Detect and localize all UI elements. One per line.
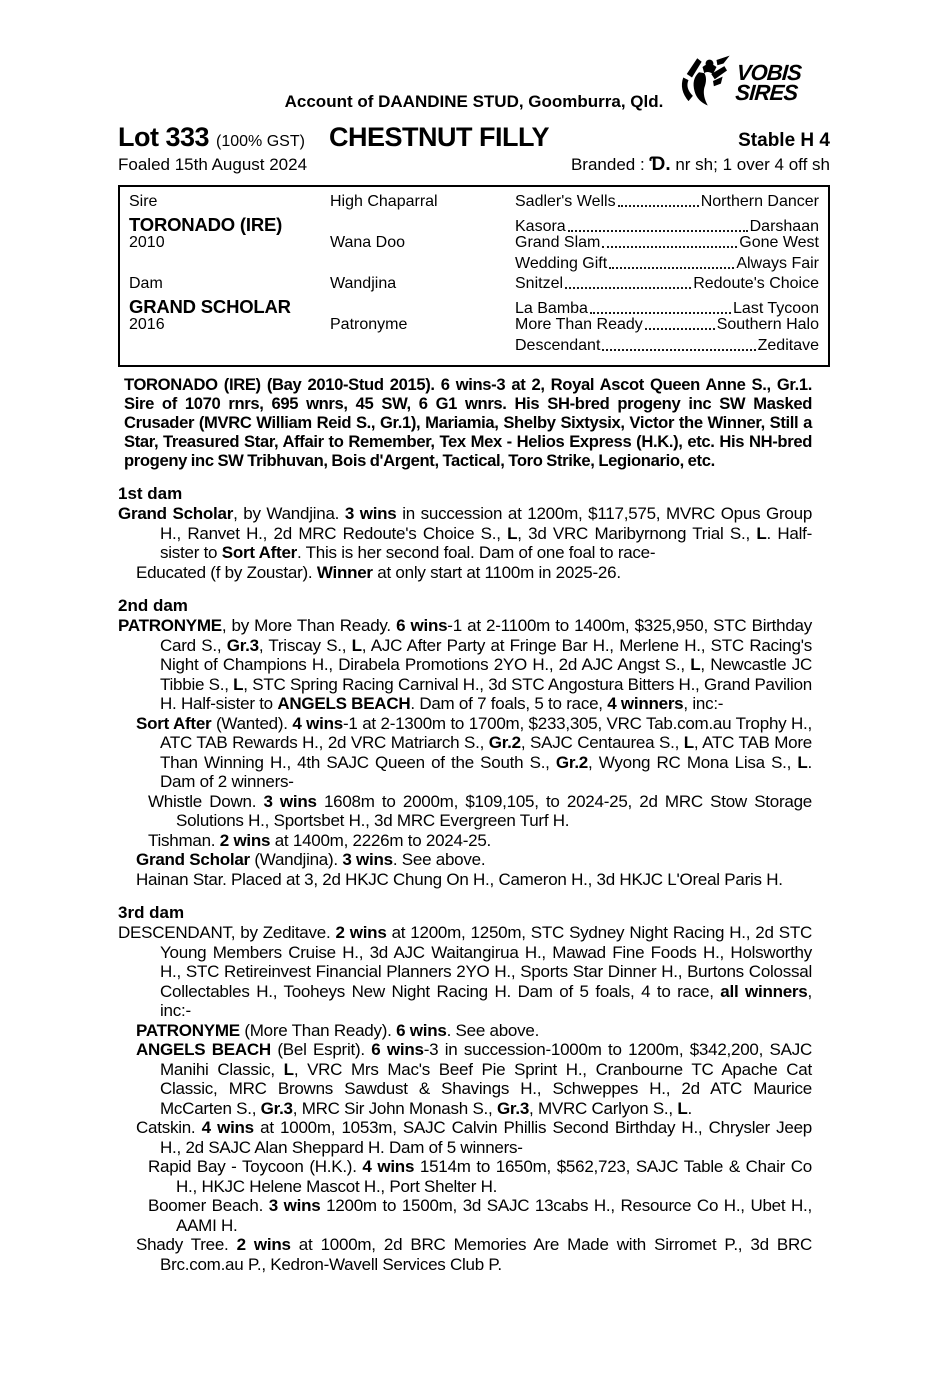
- text-run: Rapid Bay - Toycoon (H.K.).: [148, 1157, 363, 1176]
- dotted-leader: [600, 234, 739, 252]
- pedigree-paragraph: [118, 616, 812, 714]
- pedigree-name-col1: TORONADO (IRE): [129, 213, 283, 235]
- ancestor-left: Snitzel: [515, 275, 564, 292]
- pedigree-row: [129, 316, 819, 337]
- account-line: Account of DAANDINE STUD, Goomburra, Qld.: [284, 92, 664, 111]
- ancestor-left: Descendant: [515, 336, 601, 354]
- branded-prefix: Branded :: [570, 155, 650, 174]
- bold-run: 4 winners: [607, 694, 684, 713]
- bold-run: ANGELS BEACH: [277, 694, 411, 713]
- text-run: , MVRC Carlyon S.,: [529, 1098, 678, 1118]
- dotted-leader: [563, 275, 693, 293]
- bold-run: Grand Scholar: [136, 850, 250, 869]
- ancestor-left: Grand Slam: [515, 234, 601, 251]
- text-run: -3 in succession-1000m to 1200m, $342,200, SAJC Manihi Classic,: [160, 1040, 812, 1079]
- pedigree-row: [129, 296, 819, 317]
- pedigree-paragraph: [136, 562, 812, 583]
- pedigree-paragraph: [136, 869, 812, 890]
- text-run: Shady Tree.: [136, 1235, 237, 1254]
- lot-header-row: [118, 122, 830, 153]
- text-run: in succession at 1200m, $117,575, MVRC Opus Group H., Ranvet H., 2d MRC Redoute's Choice S.,: [160, 504, 813, 543]
- ancestor-right: Always Fair: [736, 254, 819, 272]
- bold-run: L: [507, 523, 518, 543]
- pedigree-ancestor-pair: [515, 234, 819, 252]
- dotted-leader: [616, 193, 701, 211]
- section-heading: 1st dam: [118, 484, 183, 503]
- bold-run: 2 wins: [219, 830, 271, 850]
- text-run: , 3d VRC Maribyrnong Trial S.,: [517, 523, 757, 543]
- text-run: 1608m to 2000m, $109,105, to 2024-25, 2d MRC Stow Storage Solutions H., Sportsbet H., 3d MRC Evergreen Turf H.: [176, 791, 812, 830]
- text-run: , AJC After Party at Fringe Bar H., Merlene H., STC Racing's Night of Champions H., Dirabela Promotions 2YO H., 2d AJC Angst S.,: [160, 635, 812, 674]
- branded-suffix: nr sh; 1 over 4 off sh: [670, 155, 830, 174]
- pedigree-row: [129, 193, 819, 214]
- pedigree-name-col2: Wana Doo: [330, 234, 405, 251]
- bold-run: Grand Scholar: [118, 504, 234, 523]
- pedigree-name-col2: High Chaparral: [330, 193, 438, 210]
- text-run: at 1000m, 1053m, SAJC Calvin Phillis Second Birthday H., Chrysler Jeep H., 2d SAJC Alan Sheppard H. Dam of 5 winners-: [160, 1118, 813, 1157]
- section-heading: 2nd dam: [118, 596, 188, 615]
- bold-run: Gr.3: [226, 635, 259, 655]
- bold-run: all winners: [720, 981, 808, 1001]
- bold-run: 2 wins: [236, 1235, 291, 1254]
- pedigree-row: [129, 337, 819, 358]
- text-run: -1 at 2-1300m to 1700m, $233,305, VRC Tab.com.au Trophy H., ATC TAB Rewards H., 2d VRC Matriarch S.,: [160, 713, 813, 752]
- pedigree-paragraph: [136, 850, 812, 870]
- text-run: , inc:-: [683, 694, 724, 713]
- bold-run: Gr.3: [260, 1098, 293, 1118]
- pedigree-paragraph: [148, 1196, 812, 1235]
- bold-run: 6 wins: [396, 1020, 447, 1040]
- ancestor-right: Southern Halo: [716, 316, 819, 333]
- pedigree-paragraph: [148, 791, 812, 831]
- pedigree-paragraph: [136, 1118, 813, 1157]
- bold-run: L: [283, 1059, 294, 1079]
- text-run: . See above.: [446, 1020, 540, 1040]
- pedigree-name-col2: Wandjina: [330, 275, 397, 292]
- text-run: 1514m to 1650m, $562,723, SAJC Table & Chair Co H., HKJC Helene Mascot H., Port Shelter H.: [176, 1157, 812, 1196]
- text-run: Catskin.: [136, 1118, 202, 1137]
- bold-run: 3 wins: [344, 504, 397, 523]
- pedigree-row: [129, 214, 819, 235]
- dam-sections: [118, 484, 812, 1274]
- pedigree-paragraph: [148, 830, 812, 851]
- pedigree-ancestor-pair: [515, 255, 819, 273]
- text-run: . See above.: [392, 850, 486, 869]
- ancestor-left: Sadler's Wells: [515, 193, 616, 210]
- text-run: . Half-sister to: [160, 523, 812, 562]
- pedigree-name-col1: Dam: [129, 275, 163, 292]
- text-run: at 1400m, 2226m to 2024-25.: [270, 830, 491, 850]
- text-run: Tishman.: [148, 830, 220, 850]
- ancestor-right: Gone West: [739, 234, 819, 251]
- bold-run: 3 wins: [263, 791, 317, 811]
- text-run: , VRC Mrs Mac's Beef Pie Sprint H., Cranbourne TC Apache Cat Classic, MRC Browns Sawdust & Shavings H., Schweppes H., 2d ATC Maurice McCarten S.,: [160, 1059, 812, 1118]
- pedigree-ancestor-pair: [515, 218, 819, 236]
- dotted-leader: [600, 337, 757, 355]
- text-run: .: [687, 1098, 692, 1118]
- foaled-branded-row: [118, 154, 830, 176]
- bold-run: 2 wins: [335, 923, 387, 942]
- section-heading: 3rd dam: [118, 903, 185, 922]
- text-run: , ATC TAB More Than Winning H., 4th SAJC Queen of the South S.,: [160, 733, 812, 772]
- text-run: . This is her second foal. Dam of one foal to race-: [297, 543, 656, 562]
- pedigree-paragraph: [136, 1040, 812, 1118]
- pedigree-row: [129, 255, 819, 276]
- ancestor-left: La Bamba: [515, 299, 588, 317]
- pedigree-ancestor-pair: [515, 337, 819, 355]
- pedigree-paragraph: [148, 1157, 812, 1196]
- brand-symbol: Ɗ.: [649, 154, 671, 175]
- pedigree-paragraph: [136, 713, 813, 792]
- text-run: , by Wandjina.: [233, 504, 345, 523]
- text-run: , STC Spring Racing Carnival H., 3d STC Angostura Bitters H., Grand Pavilion H. Half-sister to: [160, 674, 812, 713]
- bold-run: 6 wins: [396, 616, 448, 635]
- bold-run: Sort After: [136, 713, 212, 733]
- ancestor-left: Kasora: [515, 217, 566, 235]
- text-run: , by More Than Ready.: [221, 616, 397, 635]
- text-run: Boomer Beach.: [148, 1196, 269, 1215]
- text-run: DESCENDANT, by Zeditave.: [118, 923, 336, 942]
- logo-line1: VOBIS: [735, 60, 803, 86]
- gst-note: (100% GST): [216, 133, 305, 150]
- horse-jockey-icon: [678, 54, 734, 113]
- pedigree-row: [129, 234, 819, 255]
- branded-line: [571, 154, 830, 176]
- dotted-leader: [643, 316, 717, 334]
- ancestor-right: Darshaan: [749, 217, 819, 235]
- bold-run: ANGELS BEACH: [136, 1040, 271, 1059]
- pedigree-paragraph: [118, 504, 813, 563]
- text-run: (Wandjina).: [249, 850, 343, 869]
- bold-run: 3 wins: [342, 850, 393, 869]
- lot-number: Lot 333: [118, 122, 210, 152]
- foaled-date: Foaled 15th August 2024: [118, 155, 308, 174]
- text-run: , SAJC Centaurea S.,: [520, 733, 684, 752]
- text-run: 1200m to 1500m, 3d SAJC 13cabs H., Resource Co H., Ubet H., AAMI H.: [176, 1196, 812, 1235]
- ancestor-right: Redoute's Choice: [693, 275, 819, 292]
- bold-run: PATRONYME: [136, 1020, 240, 1040]
- bold-run: Gr.2: [555, 752, 589, 772]
- dotted-leader: [607, 255, 736, 273]
- ancestor-left: Wedding Gift: [515, 254, 608, 272]
- ancestor-left: More Than Ready: [515, 316, 643, 333]
- text-run: (Bel Esprit).: [270, 1040, 372, 1059]
- text-run: Educated (f by Zoustar).: [136, 562, 317, 582]
- text-run: , MRC Sir John Monash S.,: [292, 1098, 497, 1118]
- text-run: -1 at 2-1100m to 1400m, $325,950, STC Birthday Card S.,: [160, 616, 812, 655]
- bold-run: PATRONYME: [118, 616, 222, 635]
- text-run: at only start at 1100m in 2025-26.: [372, 562, 621, 582]
- bold-run: L: [351, 635, 362, 655]
- pedigree-ancestor-pair: [515, 275, 819, 293]
- pedigree-ancestor-pair: [515, 300, 819, 318]
- pedigree-name-col2: Patronyme: [330, 316, 408, 333]
- ancestor-right: Zeditave: [757, 336, 819, 354]
- bold-run: 4 wins: [362, 1157, 415, 1176]
- text-run: . Dam of 2 winners-: [160, 752, 812, 791]
- text-run: , Wyong RC Mona Lisa S.,: [588, 752, 798, 772]
- bold-run: L: [690, 655, 701, 674]
- pedigree-paragraph: [118, 923, 812, 1021]
- stable-number: Stable H 4: [738, 130, 830, 151]
- bold-run: L: [683, 733, 694, 752]
- pedigree-paragraph: [136, 1020, 812, 1041]
- text-run: , Triscay S.,: [258, 635, 352, 655]
- pedigree-name-col1: Sire: [129, 193, 158, 210]
- dotted-leader: [566, 218, 750, 236]
- bold-run: 3 wins: [268, 1196, 321, 1215]
- pedigree-name-col1: GRAND SCHOLAR: [129, 295, 291, 317]
- pedigree-ancestor-pair: [515, 316, 819, 334]
- logo-line2: SIRES: [734, 80, 799, 106]
- bold-run: 4 wins: [201, 1118, 254, 1137]
- text-run: at 1000m, 2d BRC Memories Are Made with Sirromet P., 3d BRC Brc.com.au P., Kedron-Wavell Services Club P.: [160, 1235, 813, 1274]
- text-run: , Newcastle JC Tibbie S.,: [160, 655, 812, 694]
- bold-run: L: [677, 1098, 688, 1118]
- text-run: . Dam of 7 foals, 5 to race,: [410, 694, 608, 713]
- horse-title: CHESTNUT FILLY: [328, 122, 549, 152]
- text-run: (More Than Ready).: [239, 1020, 397, 1040]
- pedigree-table: [118, 185, 830, 367]
- bold-run: L: [756, 523, 767, 543]
- text-run: at 1200m, 1250m, STC Sydney Night Racing H., 2d STC Young Members Cruise H., 3d AJC Waitangirua H., Mawad Fine Foods H., Holsworthy H., STC Retireinvest Financial Planners 2YO H., Sports Star Dinner H., Burtons Colossal Collectables H., Tooheys New Night Racing H. Dam of 5 foals, 4 to race,: [160, 923, 812, 1001]
- ancestor-right: Northern Dancer: [700, 193, 819, 210]
- bold-run: 6 wins: [371, 1040, 424, 1059]
- vobis-sires-logo: [678, 54, 834, 113]
- bold-run: Gr.3: [496, 1098, 530, 1118]
- bold-run: Gr.2: [488, 733, 521, 752]
- dotted-leader: [588, 300, 733, 318]
- pedigree-paragraph: [136, 1235, 813, 1274]
- pedigree-name-col1: 2016: [129, 316, 165, 333]
- text-run: Hainan Star. Placed at 3, 2d HKJC Chung On H., Cameron H., 3d HKJC L'Oreal Paris H.: [136, 869, 783, 889]
- text-run: (Wanted).: [211, 713, 293, 733]
- bold-run: L: [233, 674, 244, 694]
- bold-run: Winner: [316, 562, 373, 582]
- sire-summary: TORONADO (IRE) (Bay 2010-Stud 2015). 6 wins-3 at 2, Royal Ascot Queen Anne S., Gr.1. Sire of 1070 rnrs, 695 wnrs, 45 SW, 6 G1 wnrs. His SH-bred progeny inc SW Masked Crusader (MVRC William Reid S., Gr.1), Mariamia, Shelby Sixtysix, Victor the Winner, Still a Star, Treasured Star, Affair to Remember, Tex Mex - Helios Express (H.K.), etc. His NH-bred progeny inc SW Tribhuvan, Bois d'Argent, Tactical, Toro Strike, Legionario, etc.: [124, 375, 812, 470]
- pedigree-name-col1: 2010: [129, 234, 165, 251]
- bold-run: 4 wins: [292, 713, 343, 733]
- pedigree-ancestor-pair: [515, 193, 819, 211]
- text-run: Whistle Down.: [148, 791, 264, 811]
- logo-wordmark: [734, 60, 803, 106]
- bold-run: Sort After: [221, 543, 298, 562]
- pedigree-row: [129, 275, 819, 296]
- text-run: , inc:-: [160, 981, 812, 1020]
- bold-run: L: [797, 752, 808, 772]
- ancestor-right: Last Tycoon: [733, 299, 819, 317]
